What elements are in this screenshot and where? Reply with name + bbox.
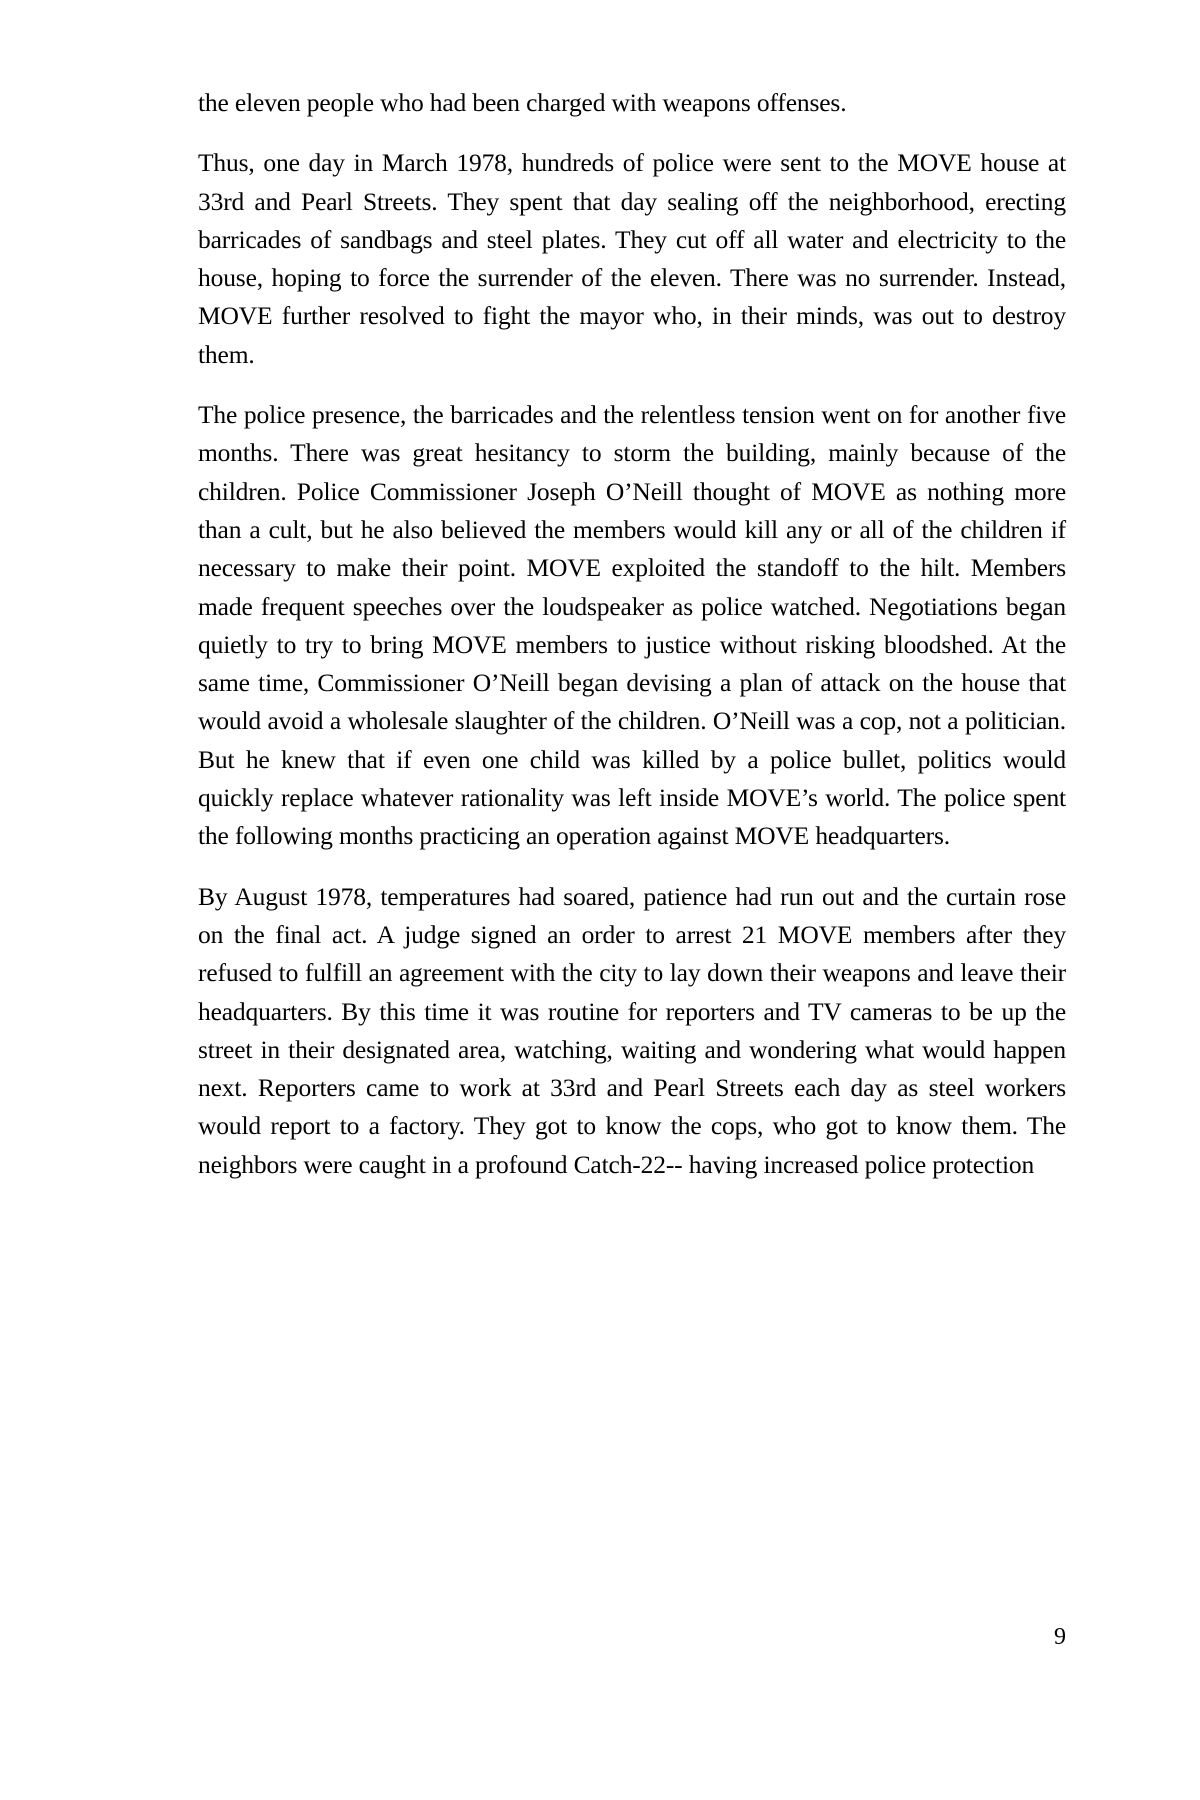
paragraph-august-1978: By August 1978, temperatures had soared, patience had run out and the curtain rose on the final act. A judge signed an order to arrest 21 MOVE members after they refused to fulfill an agreement with the city to lay down their weapons and leave their headquarters. By this time it was routine for reporters and TV cameras to be up the street in their designated area, watching, waiting and wondering what would happen next. Reporters came to work at 33rd and Pearl Streets each day as steel workers would report to a factory. They got to know the cops, who got to know them. The neighbors were caught in a profound Catch-22-- having increased police protection (198, 881, 1066, 1179)
paragraph-continuation: the eleven people who had been charged with weapons offenses. (198, 88, 847, 117)
body-text-column (198, 84, 1066, 1184)
page-number: 9 (1054, 1624, 1066, 1650)
paragraph-march-1978: Thus, one day in March 1978, hundreds of police were sent to the MOVE house at 33rd and Pearl Streets. They spent that day sealing off the neighborhood, erecting barricades of sandbags and steel plates. They cut off all water and electricity to the house, hoping to force the surrender of the eleven. There was no surrender. Instead, MOVE further resolved to fight the mayor who, in their minds, was out to destroy them. (198, 148, 1066, 369)
paragraph-police-presence: The police presence, the barricades and the relentless tension went on for another five months. There was great hesitancy to storm the building, mainly because of the children. Police Commissioner Joseph O’Neill thought of MOVE as nothing more than a cult, but he also believed the members would kill any or all of the children if necessary to make their point. MOVE exploited the standoff to the hilt. Members made frequent speeches over the loudspeaker as police watched. Negotiations began quietly to try to bring MOVE members to justice without risking bloodshed. At the same time, Commissioner O’Neill began devising a plan of attack on the house that would avoid a wholesale slaughter of the children. O’Neill was a cop, not a politician. But he knew that if even one child was killed by a police bullet, politics would quickly replace whatever rationality was left inside MOVE’s world. The police spent the following months practicing an operation against MOVE headquarters. (198, 400, 1066, 851)
